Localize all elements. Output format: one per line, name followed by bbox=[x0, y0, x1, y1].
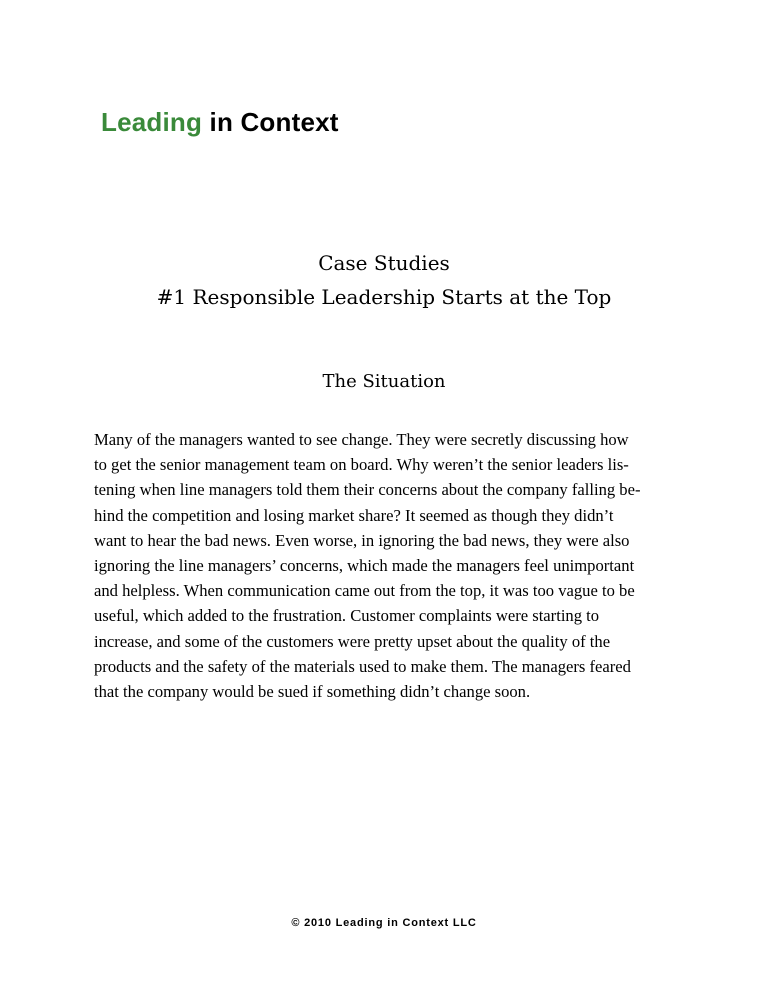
body-line: useful, which added to the frustration. Customer complaints were starting to bbox=[94, 606, 600, 626]
body-line: ignoring the line managers’ concerns, which made the managers feel unimportant bbox=[94, 556, 635, 576]
body-line: Many of the managers wanted to see change. They were secretly discussing how bbox=[94, 430, 629, 449]
body-line: that the company would be sued if something didn’t change soon. bbox=[94, 682, 531, 702]
logo-rest: in Context bbox=[209, 107, 339, 137]
logo-accent-word: Leading bbox=[101, 107, 203, 137]
body-line: to get the senior management team on board. Why weren’t the senior leaders lis- bbox=[94, 455, 629, 475]
body-line: hind the competition and losing market share? It seemed as though they didn’t bbox=[94, 505, 614, 525]
page-title: Case Studies bbox=[318, 251, 450, 275]
body-line: and helpless. When communication came out from the top, it was too vague to be bbox=[94, 581, 635, 601]
body-line: tening when line managers told them their concerns about the company falling be- bbox=[94, 480, 641, 500]
section-heading: The Situation bbox=[322, 371, 446, 392]
body-paragraph bbox=[94, 427, 679, 704]
footer-copyright: © 2010 Leading in Context LLC bbox=[291, 917, 477, 929]
case-study-title: #1 Responsible Leadership Starts at the Top bbox=[156, 285, 612, 309]
body-line: increase, and some of the customers were pretty upset about the quality of the bbox=[94, 631, 611, 651]
logo bbox=[101, 107, 339, 138]
body-line: want to hear the bad news. Even worse, in ignoring the bad news, they were also bbox=[94, 530, 630, 550]
body-line: products and the safety of the materials used to make them. The managers feared bbox=[94, 656, 631, 676]
